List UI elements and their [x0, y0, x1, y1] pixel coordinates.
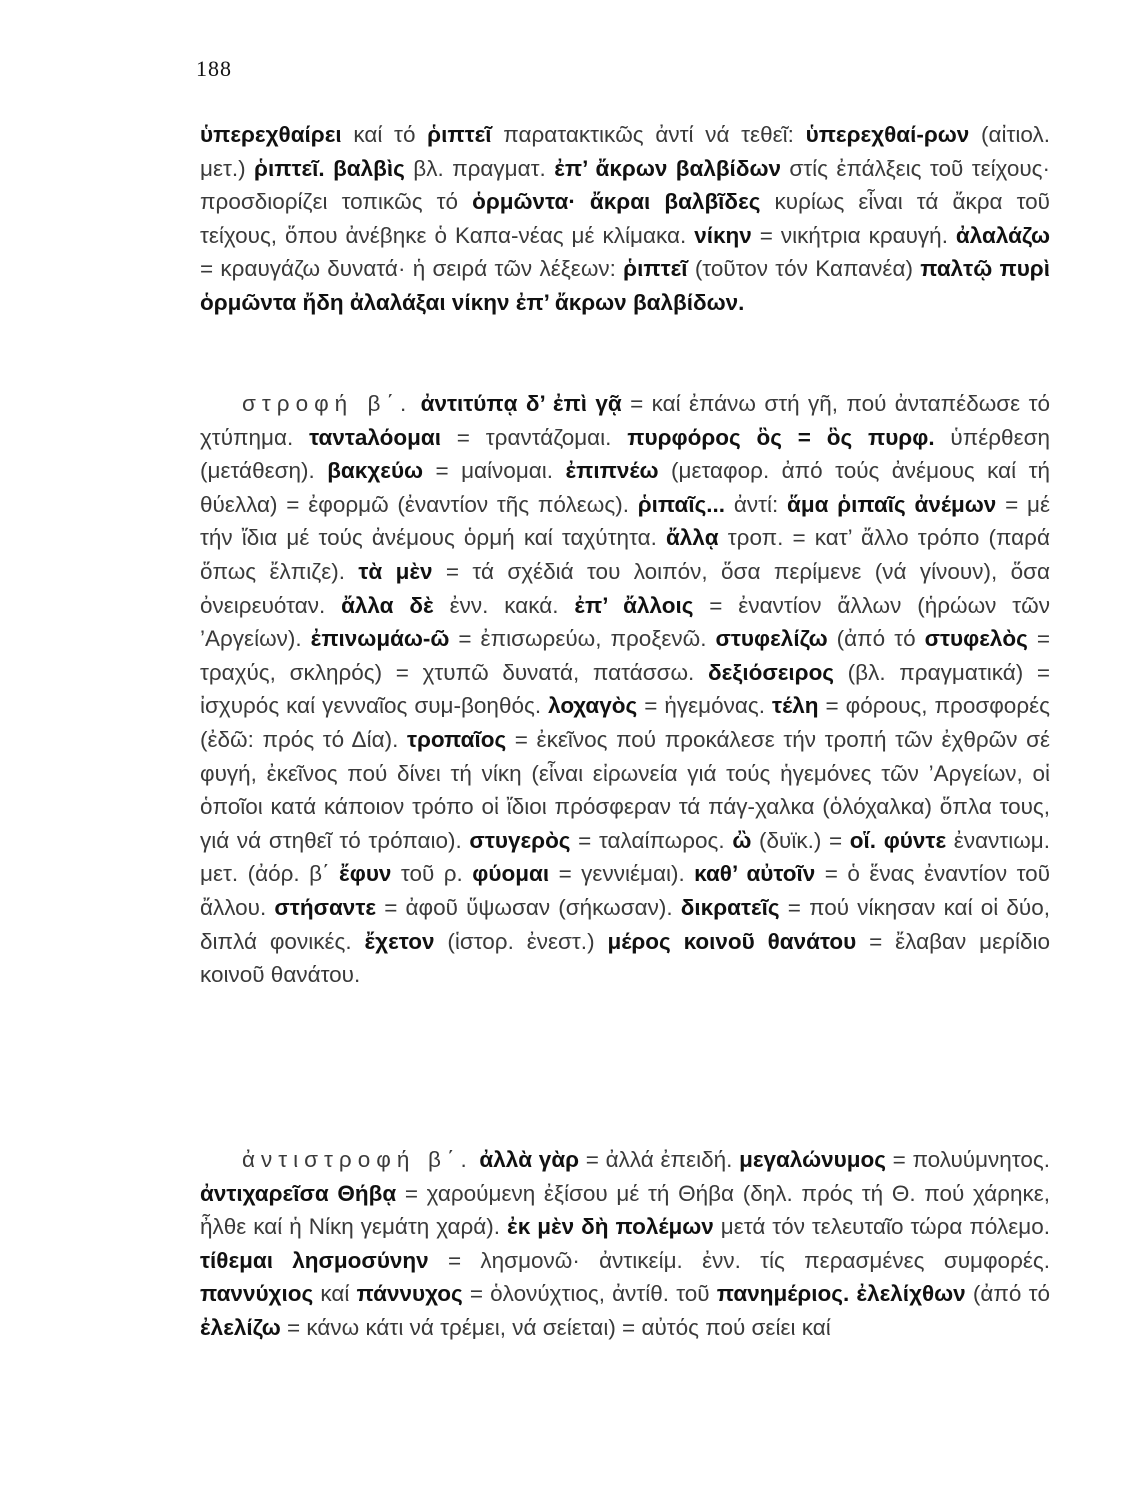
- gloss-text: = τραντάζομαι.: [440, 424, 628, 450]
- lemma-term: τέλη: [772, 693, 819, 719]
- lemma-term: πυρφόρος ὃς = ὃς πυρφ.: [627, 424, 935, 450]
- gloss-text: = φόρους, προσφορές (ἐδῶ: πρός τό Δία).: [200, 693, 1050, 752]
- gloss-text: (μεταφορ. ἀπό τούς ἀνέμους καί τή θύελλα) = ἐφορμῶ (ἐναντίον τῆς πόλεως).: [200, 458, 1050, 517]
- page-number: 188: [196, 56, 232, 81]
- gloss-text: = ἀφοῦ ὕψωσαν (σήκωσαν).: [376, 894, 681, 920]
- gloss-text: [412, 391, 420, 416]
- gloss-text: = ἐκεῖνος πού προκάλεσε τήν τροπή τῶν ἐχθρῶν σέ φυγή, ἐκεῖνος πού δίνει τή νίκη (εἶναι εἰρωνεία γιά τούς ἡγεμόνες τῶν ’Αργείων, οἱ ὁποῖοι κατά κάποιον τρόπο οἱ ἴδιοι πρόσφεραν τά πάγ-χαλκα (ὁλόχαλκα) ὅπλα τους, γιά νά στηθεῖ τό τρόπαιο).: [200, 726, 1050, 853]
- lemma-term: τὰ μὲν: [358, 558, 433, 584]
- gloss-text: κυρίως εἶναι τά ἄκρα τοῦ τείχους, ὅπου ἀνέβηκε ὁ Καπα-νέας μέ κλίμακα.: [200, 189, 1050, 248]
- lemma-term: μέρος κοινοῦ θανάτου: [607, 928, 857, 954]
- gloss-text: = γεννιέμαι).: [549, 861, 695, 887]
- lemma-term: ἐπ’ ἄκρων βαλβίδων: [554, 155, 781, 181]
- gloss-text: = χαρούμενη ἐξίσου μέ τή Θήβα (δηλ. πρός τή Θ. πού χάρηκε, ἦλθε καί ἡ Νίκη γεμάτη χαρά).: [200, 1180, 1051, 1240]
- section-heading: ἀντιστροφή β΄.: [242, 1147, 473, 1172]
- lemma-term: τίθεμαι λησμοσύνην: [200, 1247, 429, 1273]
- lemma-term: ἔχετον: [364, 928, 435, 954]
- gloss-text: τοῦ ρ.: [391, 861, 473, 887]
- gloss-text: = ὁ ἕνας ἐναντίον τοῦ ἄλλου.: [200, 861, 1051, 920]
- gloss-text: βλ. πραγματ.: [404, 155, 555, 181]
- lemma-term: ὑπερεχθαί-ρων: [805, 122, 970, 147]
- lemma-term: ὢ: [732, 827, 752, 853]
- gloss-text: = μαίνομαι.: [423, 458, 566, 484]
- lemma-term: τροπαῖος: [406, 726, 507, 752]
- lemma-term: μεγαλώνυμος: [739, 1147, 886, 1172]
- section-heading: στροφή β΄.: [242, 391, 413, 416]
- gloss-text: στίς ἐπάλξεις τοῦ τείχους· προσδιορίζει τοπικῶς τό: [200, 155, 1050, 215]
- gloss-text: ἐνν. κακά.: [433, 592, 575, 618]
- lemma-term: δεξιόσειρος: [707, 659, 835, 685]
- gloss-text: (ἀπό τό: [965, 1281, 1050, 1307]
- lemma-term: ἀλλὰ γὰρ: [479, 1147, 580, 1172]
- gloss-text: = ταλαίπωρος.: [570, 827, 733, 853]
- lemma-term: ἐλελίζω: [200, 1314, 281, 1340]
- gloss-text: (ἱστορ. ἐνεστ.): [434, 928, 608, 954]
- gloss-text: παρατακτικῶς ἀντί νά τεθεῖ:: [491, 122, 806, 147]
- gloss-text: ὑπέρθεση (μετάθεση).: [200, 424, 1050, 484]
- gloss-text: = πολυύμνητος.: [885, 1147, 1050, 1172]
- gloss-text: = ἀλλά ἐπειδή.: [579, 1147, 740, 1172]
- lemma-term: φύομαι: [472, 861, 550, 887]
- lemma-term: παννύχιος: [200, 1281, 314, 1307]
- gloss-text: (δυϊκ.) =: [751, 827, 850, 853]
- lemma-term: πανημέριος. ἐλελίχθων: [716, 1281, 966, 1307]
- lemma-term: λοχαγὸς: [548, 693, 638, 719]
- gloss-text: = τραχύς, σκληρός) = χτυπῶ δυνατά, πατάσσω.: [200, 626, 1050, 685]
- gloss-text: μετά τόν τελευταῖο τώρα πόλεμο.: [713, 1214, 1050, 1240]
- lemma-term: νίκην: [694, 222, 752, 248]
- lemma-term: ἐπινωμάω-ῶ: [310, 626, 450, 652]
- gloss-text: = πού νίκησαν καί οἱ δύο, διπλά φονικές.: [200, 894, 1050, 954]
- lemma-term: ῥιπτεῖ: [623, 256, 688, 282]
- gloss-text: (αἰτιολ. μετ.): [200, 122, 1051, 181]
- gloss-text: = νικήτρια κραυγή.: [751, 222, 956, 248]
- gloss-text: = ἔλαβαν μερίδιο κοινοῦ θανάτου.: [200, 928, 1050, 988]
- lemma-term: ταντaλόομαι: [309, 424, 441, 450]
- lemma-term: ῥιπαῖς...: [637, 491, 726, 517]
- lemma-term: ἐπιπνέω: [565, 458, 659, 484]
- lemma-term: ἀντιχαρεῖσα Θήβᾳ: [200, 1180, 397, 1206]
- gloss-text: ἐναντιωμ. μετ. (ἀόρ. β΄: [200, 827, 1051, 887]
- lemma-term: οἵ. φύντε: [849, 827, 947, 853]
- gloss-text: (βλ. πραγματικά) = ἰσχυρός καί γενναῖος συμ-βοηθός.: [200, 659, 1050, 719]
- lemma-term: ὑπερεχθαίρει: [200, 122, 342, 147]
- lemma-term: ῥιπτεῖ: [427, 122, 492, 147]
- paragraph-antistrophe-beta: [200, 1143, 1050, 1345]
- gloss-text: = μέ τήν ἴδια μέ τούς ἀνέμους ὁρμή καί ταχύτητα.: [200, 491, 1051, 551]
- gloss-text: καί: [313, 1281, 357, 1307]
- gloss-text: = τά σχέδιά του λοιπόν, ὅσα περίμενε (νά γίνουν), ὅσα ὀνειρευόταν.: [200, 558, 1050, 618]
- gloss-text: = ἡγεμόνας.: [637, 693, 773, 719]
- gloss-text: (τοῦτον τόν Καπανέα): [687, 256, 921, 282]
- lemma-term: ἐκ μὲν δὴ πολέμων: [507, 1214, 714, 1240]
- lemma-term: ἀλαλάζω: [955, 222, 1050, 248]
- lemma-term: καθ’ αὐτοῖν: [694, 861, 816, 887]
- lemma-term: στυφελίζω: [715, 626, 828, 652]
- gloss-text: = ἐναντίον ἄλλων (ἡρώων τῶν ’Αργείων).: [200, 592, 1050, 652]
- gloss-text: = ἐπισωρεύω, προξενῶ.: [449, 626, 716, 652]
- lemma-term: ἀντιτύπᾳ δ’ ἐπὶ γᾷ: [420, 391, 622, 416]
- lemma-term: ῥιπτεῖ. βαλβὶς: [254, 155, 405, 181]
- lemma-term: ἅμα ῥιπαῖς ἀνέμων: [787, 491, 997, 517]
- gloss-text: = λησμονῶ· ἀντικείμ. ἐνν. τίς περασμένες συμφορές.: [428, 1247, 1050, 1273]
- lemma-term: ἄλλα δὲ: [341, 592, 434, 618]
- gloss-text: ἀντί:: [725, 491, 787, 517]
- gloss-text: = καί ἐπάνω στή γῆ, πού ἀνταπέδωσε τό χτύπημα.: [200, 391, 1050, 450]
- paragraph-commentary-1: [200, 118, 1050, 320]
- gloss-text: τροπ. = κατ’ ἄλλο τρόπο (παρά ὅπως ἔλπιζε).: [200, 525, 1050, 584]
- lemma-term: στήσαντε: [274, 894, 377, 920]
- lemma-term: στυγερὸς: [469, 827, 571, 853]
- lemma-term: στυφελὸς: [924, 626, 1028, 652]
- gloss-text: καί τό: [341, 122, 428, 147]
- gloss-text: = κάνω κάτι νά τρέμει, νά σείεται) = αὐτός πού σείει καί: [280, 1314, 831, 1340]
- lemma-term: ἔφυν: [339, 861, 392, 887]
- lemma-term: ἐπ’ ἄλλοις: [574, 592, 694, 618]
- lemma-term: πάννυχος: [356, 1281, 463, 1307]
- gloss-text: = κραυγάζω δυνατά· ἡ σειρά τῶν λέξεων:: [200, 256, 624, 282]
- lemma-term: βακχεύω: [327, 458, 424, 484]
- lemma-term: παλτῷ πυρὶ ὁρμῶντα ἤδη ἀλαλάξαι νίκην ἐπ’ ἄκρων βαλβίδων.: [200, 256, 1050, 315]
- gloss-text: = ὁλονύχτιος, ἀντίθ. τοῦ: [462, 1281, 717, 1307]
- lemma-term: δικρατεῖς: [680, 894, 780, 920]
- lemma-term: ἄλλᾳ: [665, 525, 719, 551]
- gloss-text: (ἀπό τό: [827, 626, 925, 652]
- lemma-term: ὁρμῶντα· ἄκραι βαλβῖδες: [472, 189, 761, 215]
- paragraph-strophe-beta: [200, 387, 1050, 992]
